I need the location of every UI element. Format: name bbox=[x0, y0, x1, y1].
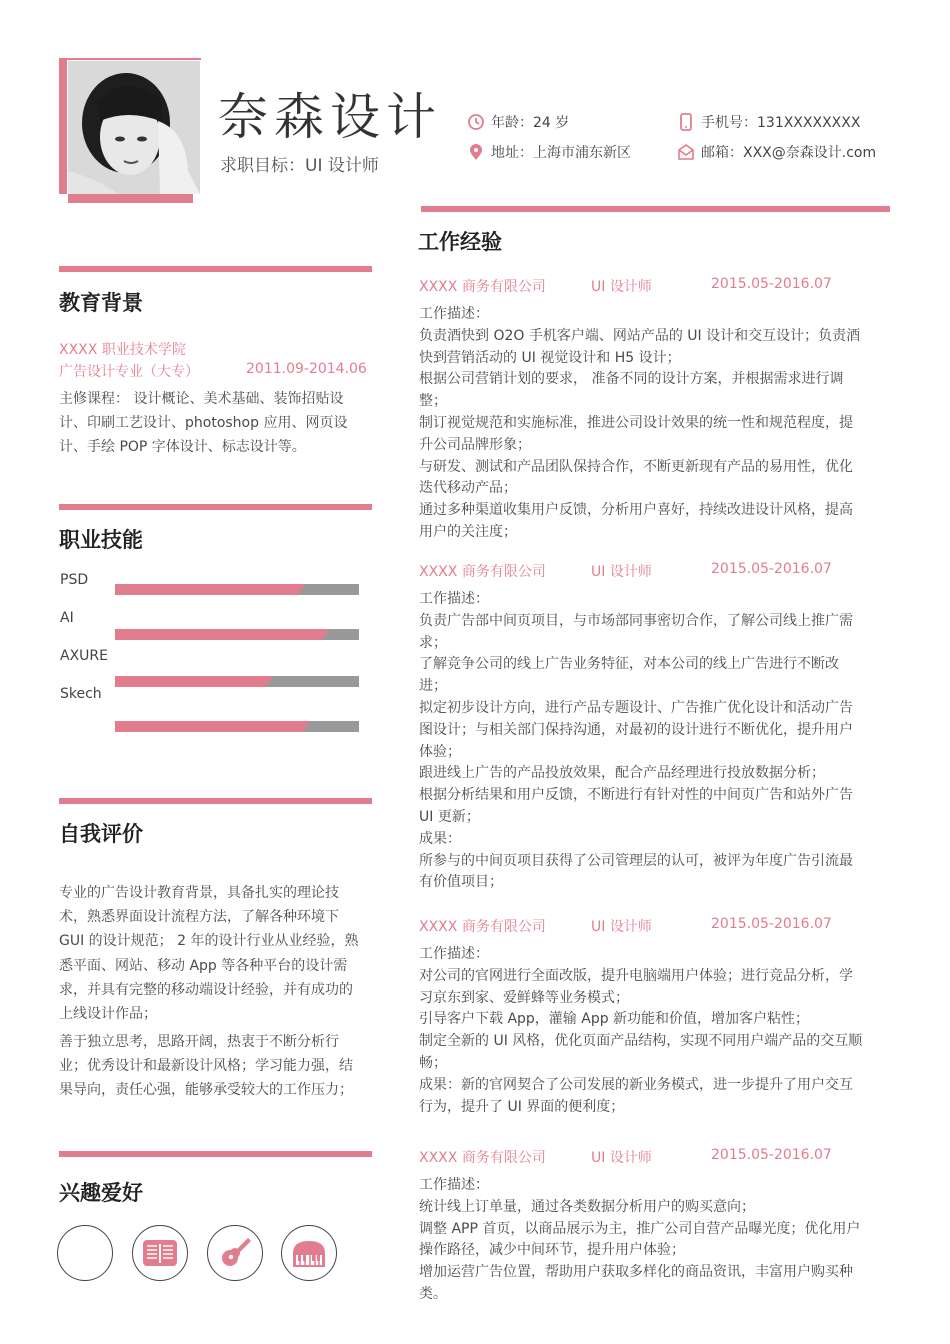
hobby-blank-icon bbox=[57, 1225, 113, 1281]
school-name: XXXX 职业技术学院 bbox=[59, 342, 186, 358]
text-line: GUI 的设计规范； 2 年的设计行业从业经验，熟 bbox=[59, 933, 359, 950]
text-line: 畅； bbox=[419, 1054, 447, 1071]
text-line: 与研发、测试和产品团队保持合作，不断更新现有产品的易用性，优化 bbox=[419, 458, 853, 475]
text-line: 引导客户下载 App，灌输 App 新功能和价值，增加客户粘性； bbox=[419, 1011, 810, 1028]
text-line: 善于独立思考，思路开阔，热衷于不断分析行 bbox=[59, 1034, 339, 1050]
hobby-piano-icon bbox=[281, 1225, 337, 1281]
text-line: 统计线上订单量，通过各类数据分析用户的购买意向； bbox=[419, 1198, 755, 1215]
book-icon bbox=[142, 1238, 178, 1268]
mail-icon bbox=[677, 143, 695, 161]
job-role: UI 设计师 bbox=[591, 919, 652, 935]
text-line: 负责广告部中间页项目，与市场部同事密切合作，了解公司线上推广需 bbox=[419, 612, 853, 629]
hobby-book-icon bbox=[132, 1225, 188, 1281]
text-line: 工作描述： bbox=[419, 591, 489, 607]
text-line: 升公司品牌形象； bbox=[419, 436, 531, 453]
text-line: 操作路径，减少中间环节，提升用户体验； bbox=[419, 1242, 685, 1259]
company-name: XXXX 商务有限公司 bbox=[419, 919, 546, 935]
text-line: 求； bbox=[419, 634, 447, 651]
job-target: 求职目标：UI 设计师 bbox=[220, 156, 379, 176]
job-header bbox=[419, 1147, 889, 1165]
skill-fill-axure bbox=[115, 676, 274, 687]
text-line: 迭代移动产品； bbox=[419, 480, 517, 497]
skill-label-ai: AI bbox=[60, 610, 74, 626]
skill-bar-axure bbox=[115, 676, 359, 687]
self-eval-title: 自我评价 bbox=[59, 822, 143, 846]
skill-fill-ai bbox=[115, 629, 330, 640]
hobbies-divider bbox=[59, 1151, 372, 1157]
text-line: 上线设计作品； bbox=[59, 1006, 157, 1023]
text-line: 行为，提升了 UI 界面的便利度； bbox=[419, 1098, 625, 1115]
job-period: 2015.05-2016.07 bbox=[711, 561, 832, 577]
self-eval-paragraph-1 bbox=[59, 881, 371, 1026]
education-title: 教育背景 bbox=[59, 291, 143, 315]
skill-bar-psd bbox=[115, 584, 359, 595]
text-line: 悉平面、网站、移动 App 等各种平台的设计需 bbox=[59, 957, 348, 974]
text-line: 所参与的中间页项目获得了公司管理层的认可，被评为年度广告引流最 bbox=[419, 852, 853, 869]
course-line: 计、手绘 POP 字体设计、标志设计等。 bbox=[59, 439, 306, 456]
job-header bbox=[419, 276, 889, 294]
email-info bbox=[677, 142, 876, 162]
company-name: XXXX 商务有限公司 bbox=[419, 1150, 546, 1166]
skill-bar-skech bbox=[115, 721, 359, 732]
job-header bbox=[419, 561, 889, 579]
text-line: 求，并具有完整的移动端设计经验，并有成功的 bbox=[59, 981, 353, 998]
skill-label-skech: Skech bbox=[60, 686, 102, 702]
text-line: 负责酒快到 O2O 手机客户端、网站产品的 UI 设计和交互设计；负责酒 bbox=[419, 327, 861, 344]
age-text: 年龄：24 岁 bbox=[491, 115, 570, 131]
job-description bbox=[419, 304, 889, 544]
address-text: 地址：上海市浦东新区 bbox=[491, 145, 631, 161]
phone-info bbox=[677, 112, 860, 132]
skill-bar-ai bbox=[115, 629, 359, 640]
text-line: 类。 bbox=[419, 1285, 447, 1302]
location-pin-icon bbox=[467, 143, 485, 161]
text-line: 整； bbox=[419, 393, 447, 410]
skills-title: 职业技能 bbox=[59, 528, 143, 552]
skill-label-axure: AXURE bbox=[60, 648, 108, 664]
job-period: 2015.05-2016.07 bbox=[711, 916, 832, 932]
course-list bbox=[59, 387, 369, 460]
text-line: 跟进线上广告的产品投放效果，配合产品经理进行投放数据分析； bbox=[419, 765, 825, 782]
self-eval-divider bbox=[59, 798, 372, 804]
company-name: XXXX 商务有限公司 bbox=[419, 564, 546, 580]
text-line: 专业的广告设计教育背景，具备扎实的理论技 bbox=[59, 885, 339, 901]
job-description bbox=[419, 944, 889, 1118]
education-period: 2011.09-2014.06 bbox=[246, 361, 367, 377]
address-info bbox=[467, 142, 631, 162]
job-role: UI 设计师 bbox=[591, 279, 652, 295]
avatar bbox=[68, 61, 200, 194]
text-line: 成果：新的官网契合了公司发展的新业务模式，进一步提升了用户交互 bbox=[419, 1076, 853, 1093]
course-line: 主修课程： 设计概论、美术基础、装饰招贴设 bbox=[59, 391, 344, 407]
text-line: 制订视觉规范和实施标准，推进公司设计效果的统一性和规范程度，提 bbox=[419, 414, 853, 431]
text-line: 体验； bbox=[419, 743, 461, 760]
self-eval-paragraph-2 bbox=[59, 1030, 371, 1103]
skill-fill-skech bbox=[115, 721, 310, 732]
text-line: 拟定初步设计方向，进行产品专题设计、广告推广优化设计和活动广告 bbox=[419, 699, 853, 716]
job-period: 2015.05-2016.07 bbox=[711, 1147, 832, 1163]
text-line: UI 更新； bbox=[419, 808, 480, 825]
text-line: 快到营销活动的 UI 视觉设计和 H5 设计； bbox=[419, 349, 681, 366]
hobby-guitar-icon bbox=[207, 1225, 263, 1281]
job-period: 2015.05-2016.07 bbox=[711, 276, 832, 292]
text-line: 用户的关注度； bbox=[419, 523, 517, 540]
text-line: 业；优秀设计和最新设计风格；学习能力强，结 bbox=[59, 1058, 353, 1075]
text-line: 调整 APP 首页，以商品展示为主，推广公司自营产品曝光度；优化用户 bbox=[419, 1220, 861, 1237]
text-line: 有价值项目； bbox=[419, 874, 503, 891]
email-text: 邮箱：XXX@奈森设计.com bbox=[701, 145, 877, 161]
text-line: 对公司的官网进行全面改版，提升电脑端用户体验；进行竞品分析，学 bbox=[419, 967, 853, 984]
education-divider bbox=[59, 266, 372, 272]
mobile-phone-icon bbox=[677, 113, 695, 131]
text-line: 图设计；与相关部门保持沟通，对最初的设计进行不断优化，提升用户 bbox=[419, 721, 853, 738]
skill-label-psd: PSD bbox=[60, 572, 89, 588]
text-line: 成果： bbox=[419, 830, 461, 847]
skills-divider bbox=[59, 504, 372, 510]
age-info bbox=[467, 112, 569, 132]
photo-shadow-accent bbox=[68, 194, 193, 203]
text-line: 制定全新的 UI 风格，优化页面产品结构，实现不同用户端产品的交互顺 bbox=[419, 1033, 863, 1050]
text-line: 工作描述： bbox=[419, 306, 489, 322]
hobbies-title: 兴趣爱好 bbox=[59, 1181, 143, 1205]
text-line: 工作描述： bbox=[419, 946, 489, 962]
text-line: 增加运营广告位置，帮助用户获取多样化的商品资讯，丰富用户购买种 bbox=[419, 1264, 853, 1281]
course-line: 计、印刷工艺设计、photoshop 应用、网页设 bbox=[59, 415, 348, 432]
job-role: UI 设计师 bbox=[591, 564, 652, 580]
job-header bbox=[419, 916, 889, 934]
text-line: 工作描述： bbox=[419, 1177, 489, 1193]
phone-text: 手机号：131XXXXXXXX bbox=[701, 115, 861, 131]
major: 广告设计专业（大专） bbox=[59, 364, 199, 380]
job-description bbox=[419, 1175, 889, 1306]
company-name: XXXX 商务有限公司 bbox=[419, 279, 546, 295]
text-line: 了解竞争公司的线上广告业务特征，对本公司的线上广告进行不断改 bbox=[419, 656, 839, 673]
clock-icon bbox=[467, 113, 485, 131]
candidate-name: 奈森设计 bbox=[218, 88, 442, 146]
text-line: 术，熟悉界面设计流程方法，了解各种环境下 bbox=[59, 909, 339, 926]
job-role: UI 设计师 bbox=[591, 1150, 652, 1166]
text-line: 果导向，责任心强，能够承受较大的工作压力； bbox=[59, 1082, 353, 1099]
text-line: 习京东到家、爱鲜蜂等业务模式； bbox=[419, 989, 629, 1006]
skill-fill-psd bbox=[115, 584, 305, 595]
text-line: 通过多种渠道收集用户反馈，分析用户喜好，持续改进设计风格，提高 bbox=[419, 502, 853, 519]
text-line: 进； bbox=[419, 678, 447, 695]
piano-icon bbox=[291, 1237, 327, 1269]
work-title: 工作经验 bbox=[418, 230, 502, 254]
guitar-icon bbox=[218, 1236, 252, 1270]
text-line: 根据分析结果和用户反馈，不断进行有针对性的中间页广告和站外广告 bbox=[419, 787, 853, 804]
job-description bbox=[419, 589, 889, 894]
text-line: 根据公司营销计划的要求， 准备不同的设计方案，并根据需求进行调 bbox=[419, 371, 844, 388]
work-divider bbox=[421, 206, 890, 212]
